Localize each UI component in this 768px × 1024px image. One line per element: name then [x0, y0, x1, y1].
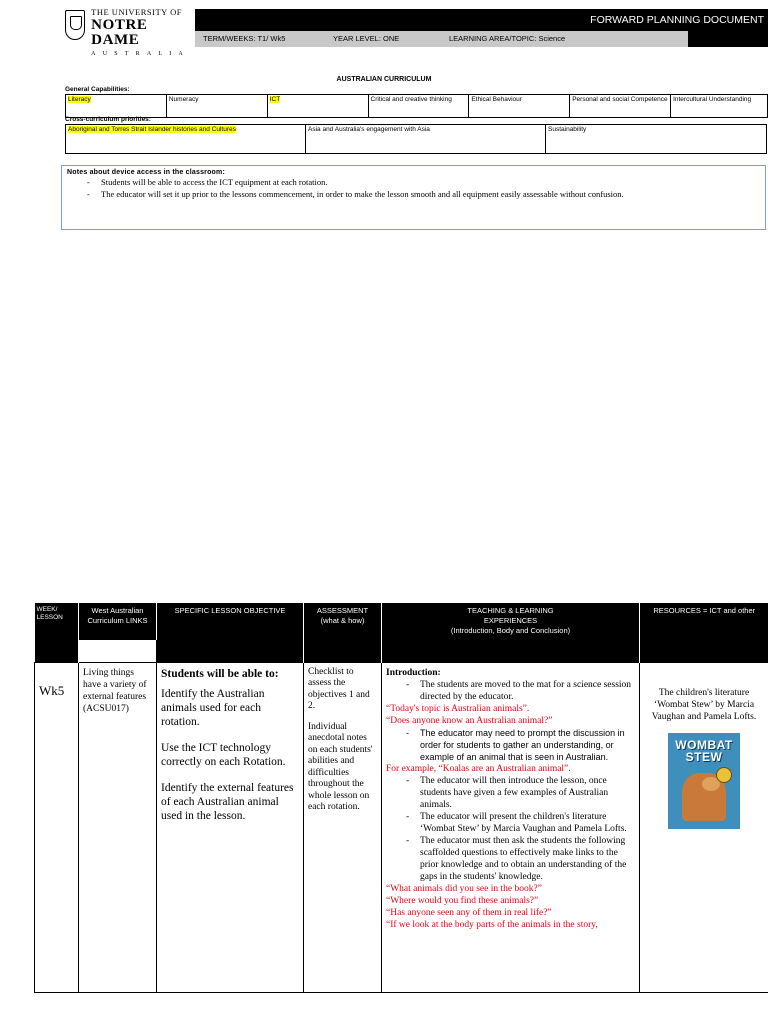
- header-assessment: [304, 603, 382, 639]
- header-links: West Australian Curriculum LINKS: [79, 603, 157, 639]
- capability-cell: [66, 95, 167, 118]
- header-assessment-line1: ASSESSMENT: [316, 606, 369, 615]
- header-tl-line2: EXPERIENCES: [483, 616, 538, 626]
- subhead-cell: [35, 639, 79, 662]
- subhead-cell: [382, 639, 640, 662]
- tl-heading: Introduction:: [386, 667, 441, 678]
- priority-cell: [546, 125, 767, 154]
- year-level: YEAR LEVEL: ONE: [333, 34, 400, 43]
- capability-critical-thinking: Critical and creative thinking: [370, 96, 452, 103]
- priority-cell: [66, 125, 306, 154]
- capability-cell: [368, 95, 469, 118]
- tl-quote: “Has anyone seen any of them in real life?”: [386, 907, 552, 918]
- notes-item: - Students will be able to access the ICT equipment at each rotation.: [67, 176, 760, 188]
- header-tl-line3: (Introduction, Body and Conclusion): [450, 626, 571, 636]
- resources-cell: [640, 662, 768, 992]
- award-badge-icon: [716, 767, 732, 783]
- subhead-cell: [640, 639, 768, 662]
- notes-list: [67, 176, 760, 200]
- subhead-cell: [304, 639, 382, 662]
- cross-curriculum-label: Cross-curriculum priorities:: [65, 116, 151, 123]
- notes-title: Notes about device access in the classroom:: [67, 169, 225, 176]
- capability-intercultural: Intercultural Understanding: [673, 96, 752, 103]
- book-cover-image: [668, 733, 740, 829]
- capability-cell: [166, 95, 267, 118]
- priority-cell: [306, 125, 546, 154]
- general-capabilities-label: General Capabilities:: [65, 86, 130, 93]
- general-capabilities-table: [65, 94, 768, 118]
- tl-quote: “Does anyone know an Australian animal?”: [386, 715, 553, 726]
- tl-item: - The educator must then ask the students the following scaffolded questions to effectively make links to the prior knowledge and to obtain an understanding of the gaps in the students' knowledge.: [386, 835, 635, 883]
- capability-personal-social: Personal and social Competence: [572, 96, 668, 103]
- subhead-cell: [79, 639, 157, 662]
- header-tl-line1: TEACHING & LEARNING: [467, 606, 554, 615]
- tl-quote: For example, “Koalas are an Australian animal”.: [386, 763, 571, 774]
- header-teaching-learning: [382, 603, 640, 639]
- tl-quote: “If we look at the body parts of the animals in the story,: [386, 919, 598, 930]
- objective-cell: [157, 662, 304, 992]
- header-assessment-line2: (what & how): [320, 616, 365, 626]
- capability-cell: [469, 95, 570, 118]
- book-cover-title: [668, 733, 740, 763]
- tl-item: - The educator will then introduce the lesson, once students have given a few examples of Australian animals.: [386, 775, 635, 811]
- capability-ict: ICT: [269, 96, 281, 103]
- curriculum-title: AUSTRALIAN CURRICULUM: [336, 76, 432, 83]
- tl-item: - The students are moved to the mat for a science session directed by the educator.: [386, 679, 635, 703]
- objective-item: Use the ICT technology correctly on each Rotation.: [161, 741, 286, 768]
- planning-info-bar: [195, 31, 688, 47]
- capability-cell: [267, 95, 368, 118]
- book-cover-title-line1: WOMBAT: [675, 737, 733, 752]
- objective-item: Identify the external features of each Australian animal used in the lesson.: [161, 781, 294, 822]
- crest-icon: [65, 10, 85, 40]
- assessment-item: Checklist to assess the objectives 1 and 2.: [308, 666, 370, 712]
- logo-line-2: NOTRE DAME: [91, 16, 148, 48]
- capability-cell: [570, 95, 671, 118]
- header-week: WEEK/ LESSON: [35, 603, 79, 639]
- header-resources: RESOURCES = ICT and other: [640, 603, 768, 639]
- objective-heading: Students will be able to:: [161, 667, 279, 680]
- subhead-cell: [157, 639, 304, 662]
- tl-quote: “Where would you find these animals?”: [386, 895, 539, 906]
- logo-line-3: AUSTRALIA: [91, 50, 190, 57]
- teaching-learning-cell: [382, 662, 640, 992]
- assessment-cell: [304, 662, 382, 992]
- priority-asia: Asia and Australia's engagement with Asia: [308, 126, 430, 133]
- term-weeks: TERM/WEEKS: T1/ Wk5: [203, 34, 286, 43]
- document-title-bar: [195, 9, 768, 31]
- priority-sustainability: Sustainability: [548, 126, 587, 133]
- resource-text: The children's literature ‘Wombat Stew’ by Marcia Vaughan and Pamela Lofts.: [651, 687, 757, 722]
- book-cover-title-line2: STEW: [685, 749, 723, 764]
- lesson-plan-table: [34, 603, 768, 993]
- priority-aboriginal: Aboriginal and Torres Strait Islander histories and Cultures: [68, 126, 236, 133]
- assessment-item: Individual anecdotal notes on each students' abilities and difficulties throughout the whole lesson on each rotation.: [308, 721, 373, 813]
- tl-item: - The educator will present the children's literature ‘Wombat Stew’ by Marcia Vaughan and Pamela Lofts.: [386, 811, 635, 835]
- header-corner-block: [688, 31, 768, 47]
- tl-item: - The educator may need to prompt the discussion in order for students to gather an understanding, or example of an animal that is seen in Australian.: [386, 727, 635, 763]
- curriculum-links-cell: Living things have a variety of external features (ACSU017): [79, 662, 157, 992]
- capability-ethical-behaviour: Ethical Behaviour: [471, 96, 522, 103]
- capability-literacy: Literacy: [68, 96, 91, 103]
- document-title: FORWARD PLANNING DOCUMENT: [590, 14, 764, 26]
- capability-numeracy: Numeracy: [168, 96, 199, 103]
- objective-item: Identify the Australian animals used for each rotation.: [161, 687, 265, 728]
- tl-quote: “Today's topic is Australian animals”.: [386, 703, 530, 714]
- notes-item: - The educator will set it up prior to the lessons commencement, in order to make the lesson smooth and all equipment easily assessable without confusion.: [67, 188, 760, 200]
- logo-line-1: THE UNIVERSITY OF: [91, 7, 182, 17]
- header-objective: SPECIFIC LESSON OBJECTIVE: [157, 603, 304, 639]
- tl-quote: “What animals did you see in the book?”: [386, 883, 542, 894]
- device-access-notes: [61, 165, 766, 230]
- university-logo: [65, 7, 190, 57]
- cross-curriculum-table: [65, 124, 767, 154]
- capability-cell: [671, 95, 768, 118]
- learning-area: LEARNING AREA/TOPIC: Science: [449, 34, 566, 43]
- week-cell: Wk5: [35, 662, 79, 992]
